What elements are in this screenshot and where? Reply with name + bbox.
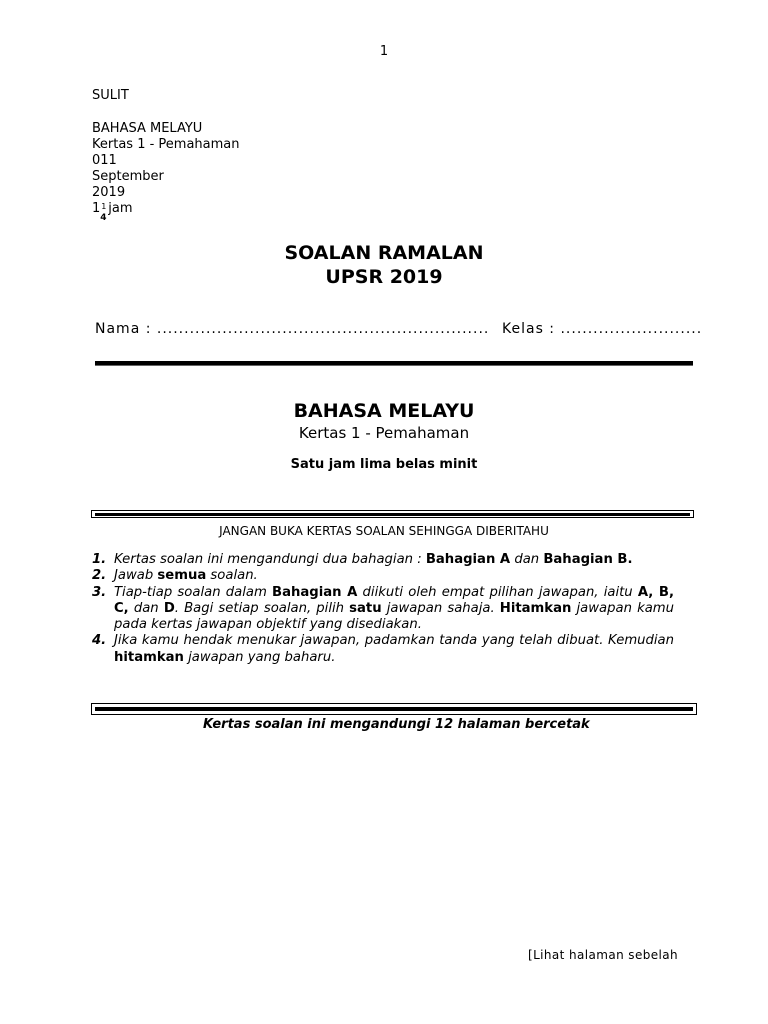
duration-numerator: 1 [101,202,107,211]
header-month: September [92,169,164,184]
instruction-item [92,633,674,666]
instruction-text [114,568,674,584]
instruction-fragment: dan [128,600,164,616]
title-line-1: SOALAN RAMALAN [284,242,484,264]
instruction-text [114,633,674,666]
instruction-text [114,552,674,568]
duration-fraction [100,201,108,223]
instruction-emphasis: Bahagian B. [543,552,633,567]
instruction-emphasis: Hitamkan [499,600,572,616]
instruction-item [92,568,674,584]
instruction-emphasis: semua [157,568,207,584]
instruction-emphasis: D [163,600,175,616]
instruction-fragment: Jawab [114,568,158,584]
instruction-number: 1. [92,552,107,567]
instruction-emphasis: hitamkan [114,649,184,665]
title-line-2: UPSR 2019 [325,266,443,288]
instruction-fragment: Kertas soalan ini mengandungi dua bahagian : [114,552,426,567]
instruction-emphasis: satu [349,600,382,616]
instruction-number: 3. [92,584,107,600]
instruction-fragment: Jika kamu hendak menukar jawapan, padamkan tanda yang telah dibuat. Kemudian [114,633,674,649]
cover-paper: Kertas 1 - Pemahaman [298,424,470,442]
instruction-fragment: diikuti oleh empat pilihan jawapan, iaitu [357,584,638,600]
duration-unit: jam [108,201,133,216]
instruction-emphasis: A, B, C, [114,584,674,616]
cover-duration: Satu jam lima belas minit [290,457,478,472]
instruction-item [92,552,674,568]
header-code: 011 [92,153,117,168]
instruction-fragment: Tiap-tiap soalan dalam [114,584,273,600]
name-field-label: Nama : ............................................................. [95,321,490,337]
header-paper: Kertas 1 - Pemahaman [92,137,240,152]
instruction-emphasis: Bahagian A [272,584,358,600]
instruction-text [114,585,674,634]
warning-border-top [91,510,694,518]
instruction-fragment: . Bagi setiap soalan, pilih [174,600,350,616]
instruction-fragment: dan [510,552,544,567]
instruction-fragment: jawapan kamu pada kertas jawapan objektif yang disediakan. [114,600,674,633]
classification-label: SULIT [92,88,129,103]
class-field-label: Kelas : .......................... [502,321,703,337]
warning-text: JANGAN BUKA KERTAS SOALAN SEHINGGA DIBERITAHU [219,524,549,538]
divider-line [95,361,693,365]
instruction-emphasis: Bahagian A [425,552,511,567]
warning-border-bottom [91,703,697,715]
pages-note: Kertas soalan ini mengandungi 12 halaman bercetak [203,717,590,732]
instruction-fragment: soalan. [206,568,258,584]
header-subject: BAHASA MELAYU [92,121,203,136]
header-duration [92,201,133,223]
duration-denominator: 4 [100,213,107,223]
instruction-fragment: jawapan sahaja. [381,600,500,616]
instruction-item [92,585,674,634]
cover-subject: BAHASA MELAYU [293,400,475,422]
instruction-fragment: jawapan yang baharu. [183,649,336,665]
footer-next-page: [Lihat halaman sebelah [528,948,679,962]
instruction-number: 4. [92,633,107,649]
instruction-number: 2. [92,568,107,584]
header-year: 2019 [92,185,126,200]
duration-whole: 1 [92,201,101,216]
page-number: 1 [379,44,389,59]
instructions-list [92,552,674,666]
